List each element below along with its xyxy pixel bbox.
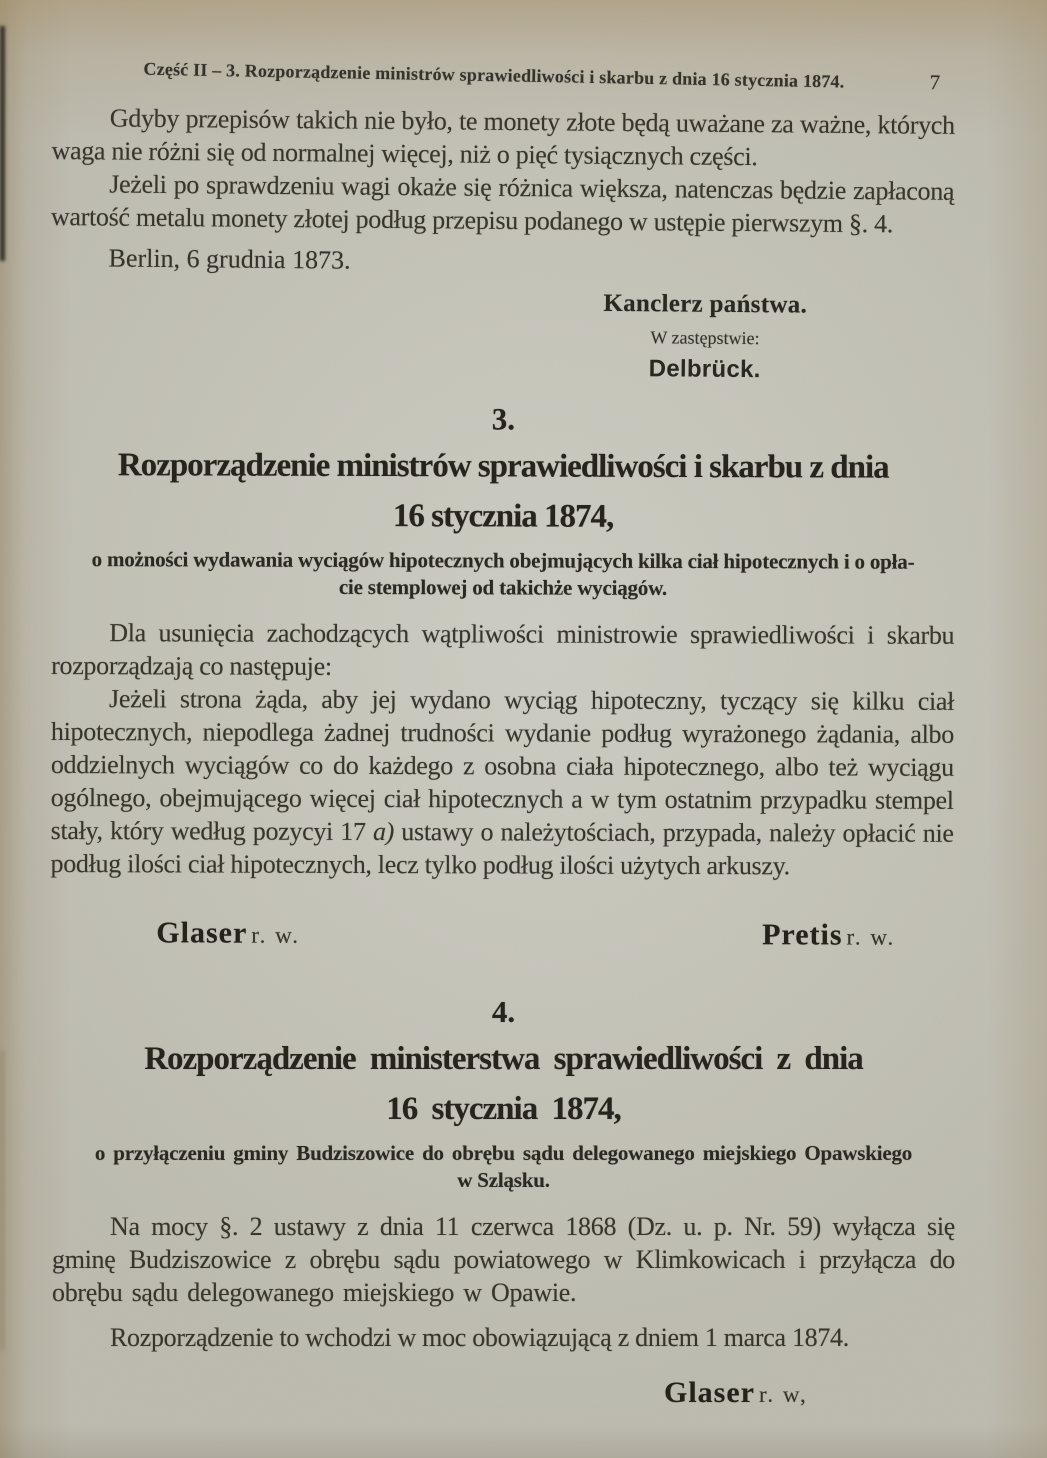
signature-left: [156, 916, 300, 950]
decree-3-paragraph-2-text-end: ustawy o należytościach, przypada, należy opłacić nie podług ilości ciał hipotecznych, lecz tylko podług ilości użytych arkuszy.: [50, 817, 954, 881]
decree-4-section: [52, 994, 955, 1410]
decree-3-paragraph-2: [50, 682, 954, 883]
dateline: Berlin, 6 grudnia 1873.: [108, 243, 351, 275]
decree-3-number: 3.: [491, 401, 516, 437]
running-header: [51, 0, 955, 96]
chancellor-signature-block: [575, 289, 836, 385]
decree-4-subtitle: [52, 1140, 955, 1194]
deputy-note: W zastępstwie:: [650, 327, 760, 349]
decree-3-paragraph-1: Dla usunięcia zachodzących wątpliwości ministrowie sprawiedliwości i skarbu rozporządzają co następuje:: [51, 618, 955, 681]
running-header-title: Część II – 3. Rozporządzenie ministrów sprawiedliwości i skarbu z dnia 16 stycznia 1874.: [143, 58, 845, 92]
signature-left-suffix: r. w.: [251, 922, 301, 948]
decree-3-paragraph-2-text: Jeżeli strona żąda, aby jej wydano wyciąg hipoteczny, tyczący się kilku ciał hipotecznych, niepodlega żadnej trudności wydanie podług wyrażonego żądania, albo oddzielnych wyciągów co do każdego z osobna ciała hipotecznego, albo też wyciągu ogólnego, obejmującego więcej ciał hipotecznych a w tym ostatnim przypadku stempel stały, który według pozycyi 17: [50, 684, 955, 847]
decree-4-paragraph-1: Na mocy §. 2 ustawy z dnia 11 czerwca 1868 (Dz. u. p. Nr. 59) wyłącza się gminę Budziszowice z obrębu sądu powiatowego w Klimkowicach i przyłącza do obrębu sądu delegowanego miejskiego w Opawie.: [52, 1212, 955, 1307]
decree-4-paragraph-2: Rozporządzenie to wchodzi w moc obowiązującą z dniem 1 marca 1874.: [110, 1323, 849, 1352]
intro-section: [50, 101, 955, 386]
decree-4-signature-suffix: r. w,: [758, 1382, 808, 1407]
chancellor-title: Kanclerz państwa.: [603, 289, 808, 319]
decree-4-title-line1: Rozporządzenie ministerstwa sprawiedliwości z dnia: [144, 1041, 863, 1077]
page-number: 7: [929, 70, 941, 95]
intro-paragraph-2: Jeżeli po sprawdzeniu wagi okaże się różnica większa, natenczas będzie zapłaconą wartość metalu monety złotej podług przepisu podanego w ustępie pierwszym §. 4.: [50, 169, 955, 239]
decree-3-title: [52, 440, 955, 543]
signature-right-name: Pretis: [762, 918, 843, 952]
signatory-name: Delbrück.: [648, 355, 761, 384]
scan-edge-shadow: [0, 26, 5, 261]
decree-4-title: [52, 1034, 955, 1134]
decree-3-title-line1: Rozporządzenie ministrów sprawiedliwości i skarbu z dnia: [117, 447, 889, 486]
decree-4-signature: [664, 1376, 955, 1410]
signature-left-name: Glaser: [156, 916, 248, 950]
decree-3-section: [50, 400, 955, 953]
signature-right: [762, 918, 895, 952]
decree-3-signatures: [50, 916, 953, 953]
decree-3-subtitle-line1: o możności wydawania wyciągów hipotecznych obejmujących kilka ciał hipotecznych i o opła-: [91, 547, 915, 574]
page-content: [52, 0, 955, 1410]
decree-4-subtitle-line2: w Szląsku.: [457, 1168, 550, 1192]
decree-4-signature-name: Glaser: [664, 1376, 755, 1409]
decree-4-number: 4.: [491, 994, 516, 1029]
decree-3-title-line2: 16 stycznia 1874,: [392, 498, 614, 535]
decree-4-body: [52, 1210, 955, 1354]
decree-4-subtitle-line1: o przyłączeniu gminy Budziszowice do obrębu sądu delegowanego miejskiego Opawskiego: [94, 1141, 913, 1165]
signature-right-suffix: r. w.: [846, 924, 896, 950]
decree-3-paragraph-2-italic: a): [372, 817, 395, 847]
intro-paragraph-1: Gdyby przepisów takich nie było, te monety złote będą uważane za ważne, których waga nie różni się od normalnej więcej, niż o pięć tysiącznych części.: [51, 103, 955, 172]
scan-gutter-shadow: [0, 1050, 4, 1350]
decree-4-title-line2: 16 stycznia 1874,: [386, 1091, 621, 1127]
decree-3-body: [50, 616, 954, 883]
decree-3-subtitle: [51, 546, 954, 603]
decree-3-subtitle-line2: cie stemplowej od takichże wyciągów.: [338, 574, 668, 600]
